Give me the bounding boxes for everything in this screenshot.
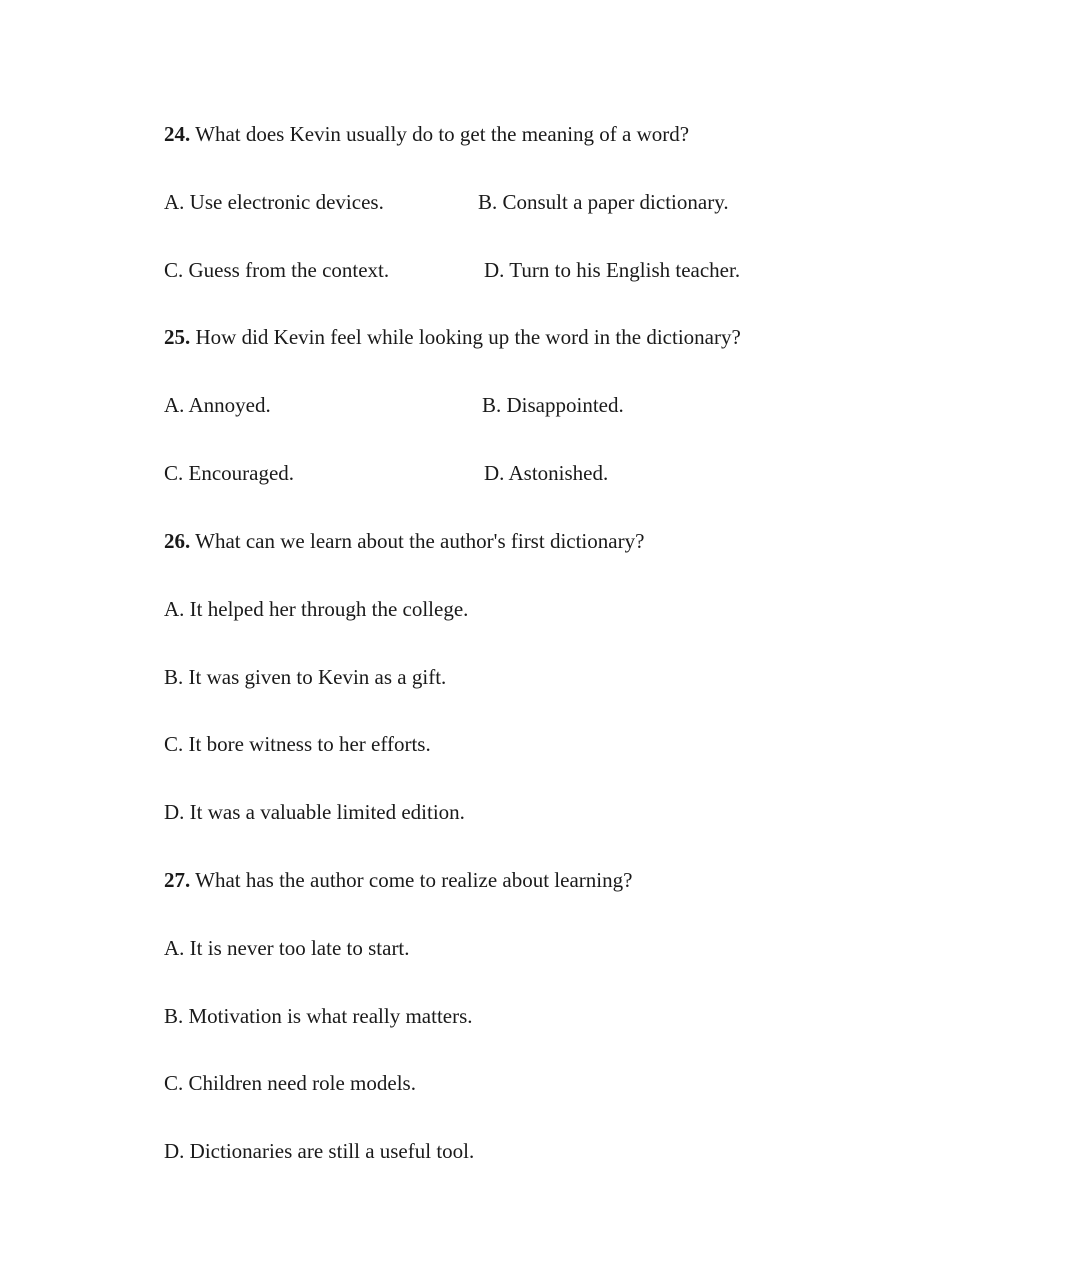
question-25-option-b: B. Disappointed. <box>482 393 624 417</box>
question-27-option-d: D. Dictionaries are still a useful tool. <box>164 1139 475 1163</box>
question-24-option-d: D. Turn to his English teacher. <box>484 258 741 282</box>
question-26-stem <box>164 531 644 552</box>
question-26-option-c: C. It bore witness to her efforts. <box>164 732 431 756</box>
question-26-option-b: B. It was given to Kevin as a gift. <box>164 665 447 689</box>
question-text: What has the author come to realize about learning? <box>195 868 633 892</box>
question-26-option-a: A. It helped her through the college. <box>164 597 469 621</box>
question-number: 25. <box>164 325 191 349</box>
question-number: 26. <box>164 529 191 553</box>
question-24-stem <box>164 124 689 145</box>
question-25-option-c: C. Encouraged. <box>164 461 295 485</box>
question-27-option-b: B. Motivation is what really matters. <box>164 1004 473 1028</box>
question-number: 24. <box>164 122 191 146</box>
question-24-option-b: B. Consult a paper dictionary. <box>478 190 729 214</box>
question-number: 27. <box>164 868 191 892</box>
question-text: What does Kevin usually do to get the meaning of a word? <box>195 122 690 146</box>
question-27-stem <box>164 870 632 891</box>
question-24-option-a: A. Use electronic devices. <box>164 190 384 214</box>
question-25-stem <box>164 327 741 348</box>
question-25-option-d: D. Astonished. <box>484 461 609 485</box>
question-27-option-a: A. It is never too late to start. <box>164 936 410 960</box>
question-27-option-c: C. Children need role models. <box>164 1071 416 1095</box>
question-24-option-c: C. Guess from the context. <box>164 258 390 282</box>
question-26-option-d: D. It was a valuable limited edition. <box>164 800 465 824</box>
question-25-option-a: A. Annoyed. <box>164 393 271 417</box>
question-text: What can we learn about the author's first dictionary? <box>195 529 645 553</box>
question-text: How did Kevin feel while looking up the word in the dictionary? <box>195 325 741 349</box>
